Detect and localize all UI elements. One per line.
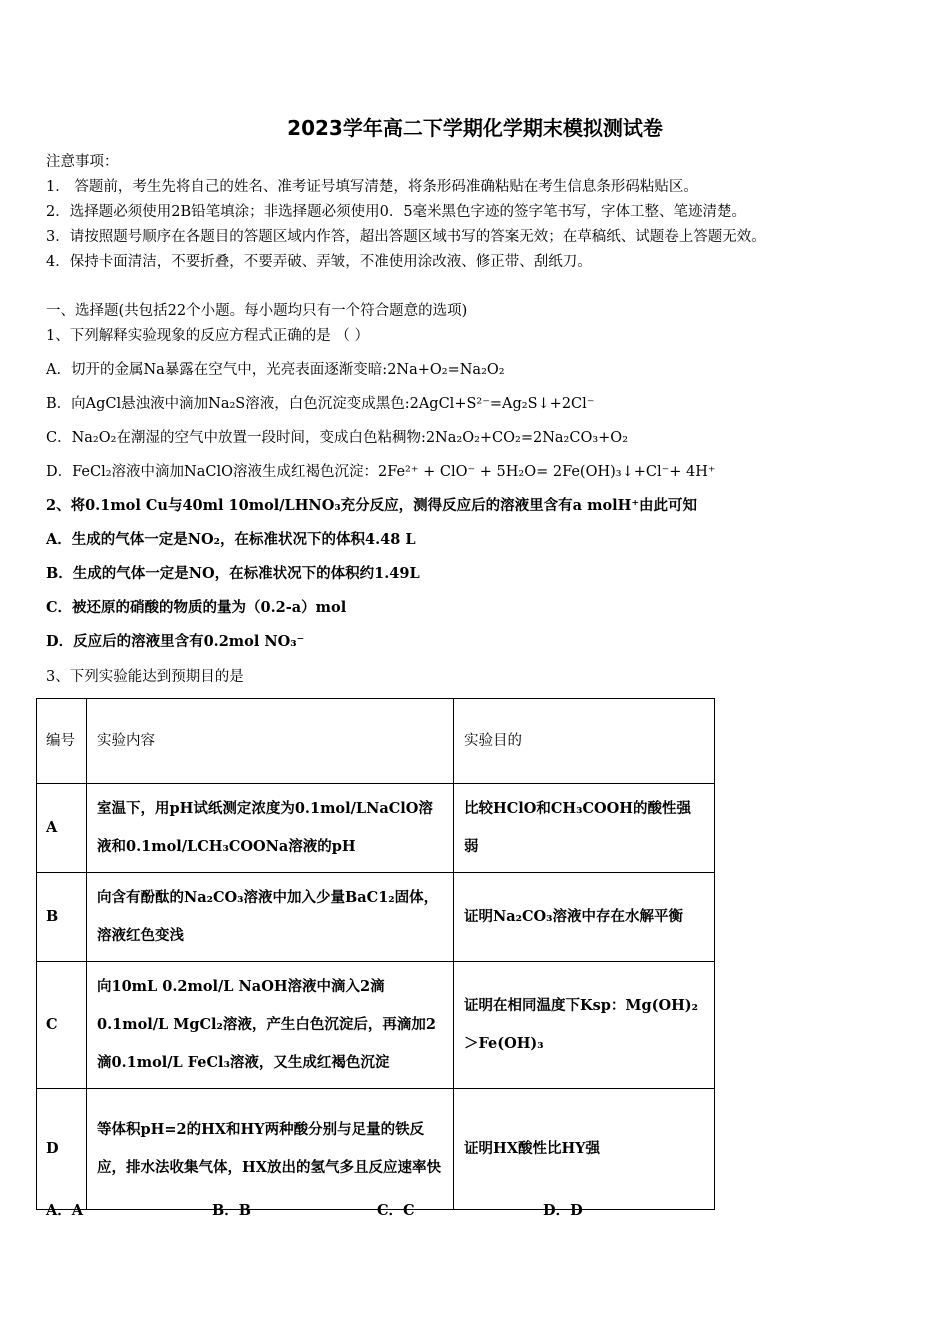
q3-option-c[interactable]: C．C (377, 1202, 415, 1219)
q3-option-b[interactable]: B．B (212, 1202, 252, 1219)
header-purpose: 实验目的 (454, 699, 715, 784)
notice-item-4: 4．保持卡面清洁，不要折叠，不要弄破、弄皱，不准使用涂改液、修正带、刮纸刀。 (46, 254, 592, 270)
header-content: 实验内容 (87, 699, 454, 784)
row-purpose: 证明Na₂CO₃溶液中存在水解平衡 (454, 873, 715, 962)
q1-b-label: B．向AgCl悬浊液中滴加Na₂S溶液，白色沉淀变成黑色: (46, 396, 410, 412)
notice-item-3: 3．请按照题号顺序在各题目的答题区域内作答，超出答题区域书写的答案无效；在草稿纸、试题卷上答题无效。 (46, 229, 766, 245)
row-id: A (37, 784, 87, 873)
q1-c-label: C．Na₂O₂在潮湿的空气中放置一段时间，变成白色粘稠物: (46, 430, 426, 446)
table-row (37, 873, 715, 962)
row-purpose: 证明HX酸性比HY强 (454, 1089, 715, 1210)
q2-option-a[interactable]: A．生成的气体一定是NO₂，在标准状况下的体积4.48 L (46, 531, 416, 548)
q2-stem: 2、将0.1mol Cu与40ml 10mol/LHNO₃充分反应，测得反应后的溶液里含有a molH⁺由此可知 (46, 497, 697, 514)
table-row (37, 962, 715, 1089)
table-row (37, 1089, 715, 1210)
row-id: D (37, 1089, 87, 1210)
q2-option-d[interactable]: D．反应后的溶液里含有0.2mol NO₃⁻ (46, 633, 305, 650)
row-purpose: 比较HClO和CH₃COOH的酸性强弱 (454, 784, 715, 873)
q1-option-b[interactable] (46, 394, 594, 414)
exam-title: 2023学年高二下学期化学期末模拟测试卷 (287, 116, 663, 140)
table-header-row (37, 699, 715, 784)
experiment-table (36, 698, 715, 1210)
q3-stem: 3、下列实验能达到预期目的是 (46, 669, 244, 685)
q1-option-a[interactable] (46, 360, 505, 380)
q1-option-c[interactable] (46, 428, 628, 448)
header-number: 编号 (37, 699, 87, 784)
q1-a-label: A．切开的金属Na暴露在空气中，光亮表面逐渐变暗: (46, 362, 388, 378)
row-id: B (37, 873, 87, 962)
q1-stem: 1、下列解释实验现象的反应方程式正确的是 （ ） (46, 328, 369, 344)
notice-item-2: 2．选择题必须使用2B铅笔填涂；非选择题必须使用0．5毫米黑色字迹的签字笔书写，字体工整、笔迹清楚。 (46, 204, 747, 220)
q2-option-c[interactable]: C．被还原的硝酸的物质的量为（0.2-a）mol (46, 599, 347, 616)
row-content: 向10mL 0.2mol/L NaOH溶液中滴入2滴0.1mol/L MgCl₂溶液，产生白色沉淀后，再滴加2滴0.1mol/L FeCl₃溶液，又生成红褐色沉淀 (87, 962, 454, 1089)
notice-heading: 注意事项： (46, 154, 119, 170)
q1-option-d[interactable] (46, 462, 716, 482)
row-content: 等体积pH=2的HX和HY两种酸分别与足量的铁反应，排水法收集气体，HX放出的氢气多且反应速率快 (87, 1089, 454, 1210)
q1-b-equation: 2AgCl+S²⁻=Ag₂S↓+2Cl⁻ (409, 396, 595, 412)
section-heading: 一、选择题(共包括22个小题。每小题均只有一个符合题意的选项) (46, 303, 468, 319)
table-row (37, 784, 715, 873)
notice-item-1: 1． 答题前，考生先将自己的姓名、准考证号填写清楚，将条形码准确粘贴在考生信息条形码粘贴区。 (46, 179, 698, 195)
q2-option-b[interactable]: B．生成的气体一定是NO，在标准状况下的体积约1.49L (46, 565, 420, 582)
row-content: 向含有酚酞的Na₂CO₃溶液中加入少量BaC1₂固体，溶液红色变浅 (87, 873, 454, 962)
q1-d-equation: 2Fe²⁺ + ClO⁻ + 5H₂O= 2Fe(OH)₃↓+Cl⁻+ 4H⁺ (377, 464, 716, 480)
row-id: C (37, 962, 87, 1089)
q3-option-d[interactable]: D．D (543, 1202, 583, 1219)
q3-option-a[interactable]: A．A (46, 1202, 84, 1219)
row-purpose: 证明在相同温度下Ksp：Mg(OH)₂＞Fe(OH)₃ (454, 962, 715, 1089)
q1-a-equation: 2Na+O₂=Na₂O₂ (387, 362, 505, 378)
q1-c-equation: 2Na₂O₂+CO₂=2Na₂CO₃+O₂ (425, 430, 629, 446)
q1-d-label: D．FeCl₂溶液中滴加NaClO溶液生成红褐色沉淀： (46, 464, 378, 480)
row-content: 室温下，用pH试纸测定浓度为0.1mol/LNaClO溶液和0.1mol/LCH₃COONa溶液的pH (87, 784, 454, 873)
